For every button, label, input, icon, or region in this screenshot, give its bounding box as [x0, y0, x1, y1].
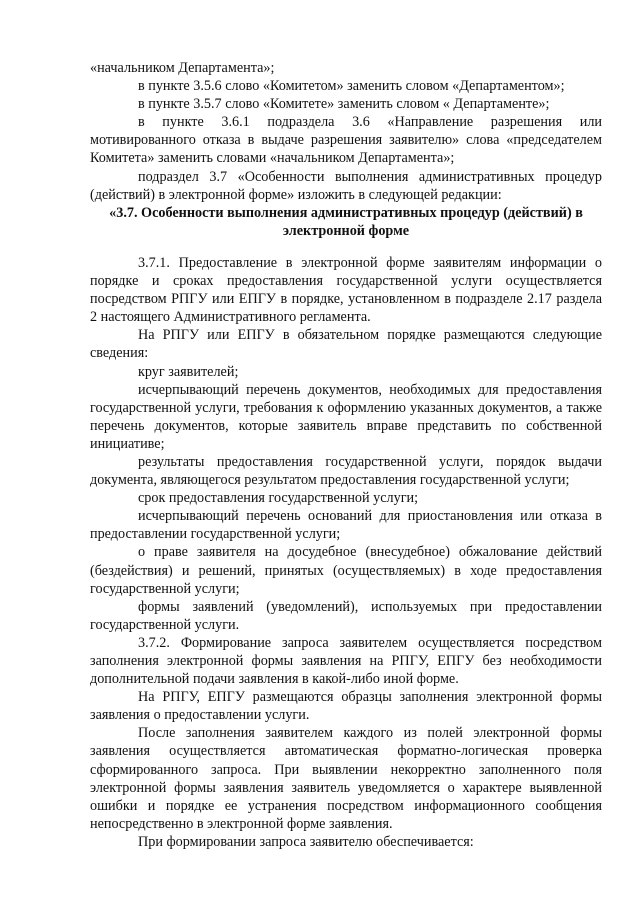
paragraph-request-formation: При формировании запроса заявителю обеспечивается:	[138, 833, 474, 850]
paragraph-continuation: «начальником Департамента»;	[90, 60, 275, 76]
document-page	[90, 59, 602, 851]
list-item-refusal-grounds: исчерпывающий перечень оснований для приостановления или отказа в предоставлении государственной услуги;	[90, 508, 602, 543]
paragraph-validation: После заполнения заявителем каждого из полей электронной формы заявления осуществляется автоматическая форматно-логическая проверка сформированного запроса. При выявлении некорректно заполненного поля электронной формы заявления заявитель уведомляется о характере выявленной ошибки и порядке ее устранения посредством информационного сообщения непосредственно в электронной форме заявления.	[90, 725, 602, 832]
list-item-applicants: круг заявителей;	[138, 363, 239, 380]
list-item-forms: формы заявлений (уведомлений), используемых при предоставлении государственной услуги.	[90, 598, 602, 633]
paragraph-samples: На РПГУ, ЕПГУ размещаются образцы заполнения электронной формы заявления о предоставлении услуги.	[90, 689, 602, 724]
paragraph-info-list-intro: На РПГУ или ЕПГУ в обязательном порядке размещаются следующие сведения:	[90, 327, 602, 362]
section-heading: «3.7. Особенности выполнения административных процедур (действий) в электронной форме	[109, 204, 583, 239]
list-item-documents: исчерпывающий перечень документов, необходимых для предоставления государственной услуги, требования к оформлению указанных документов, а также перечень документов, которые заявитель вправе представить по собственной инициативе;	[90, 381, 602, 452]
paragraph-3-7-1: 3.7.1. Предоставление в электронной форме заявителям информации о порядке и сроках предоставления государственной услуги осуществляется посредством РПГУ или ЕПГУ в порядке, установленном в подразделе 2.17 раздела 2 настоящего Административного регламента.	[90, 254, 602, 326]
paragraph-item-3-5-7: в пункте 3.5.7 слово «Комитете» заменить словом « Департаменте»;	[138, 96, 550, 113]
paragraph-subsection-3-7: подраздел 3.7 «Особенности выполнения административных процедур (действий) в электронной форме» изложить в следующей редакции:	[90, 168, 602, 203]
paragraph-item-3-6-1: в пункте 3.6.1 подраздела 3.6 «Направление разрешения или мотивированного отказа в выдаче разрешения заявителю» слова «председателем Комитета» заменить словами «начальником Департамента»;	[90, 114, 602, 167]
list-item-appeal-right: о праве заявителя на досудебное (внесудебное) обжалование действий (бездействия) и решений, принятых (осуществляемых) в ходе предоставления государственной услуги;	[90, 544, 602, 597]
list-item-term: срок предоставления государственной услуги;	[138, 490, 419, 507]
list-item-results: результаты предоставления государственной услуги, порядок выдачи документа, являющегося результатом предоставления государственной услуги;	[90, 453, 602, 489]
paragraph-3-7-2: 3.7.2. Формирование запроса заявителем осуществляется посредством заполнения электронной формы заявления на РПГУ, ЕПГУ без необходимости дополнительной подачи заявления в какой-либо иной форме.	[90, 634, 602, 688]
paragraph-item-3-5-6: в пункте 3.5.6 слово «Комитетом» заменить словом «Департаментом»;	[138, 78, 565, 95]
